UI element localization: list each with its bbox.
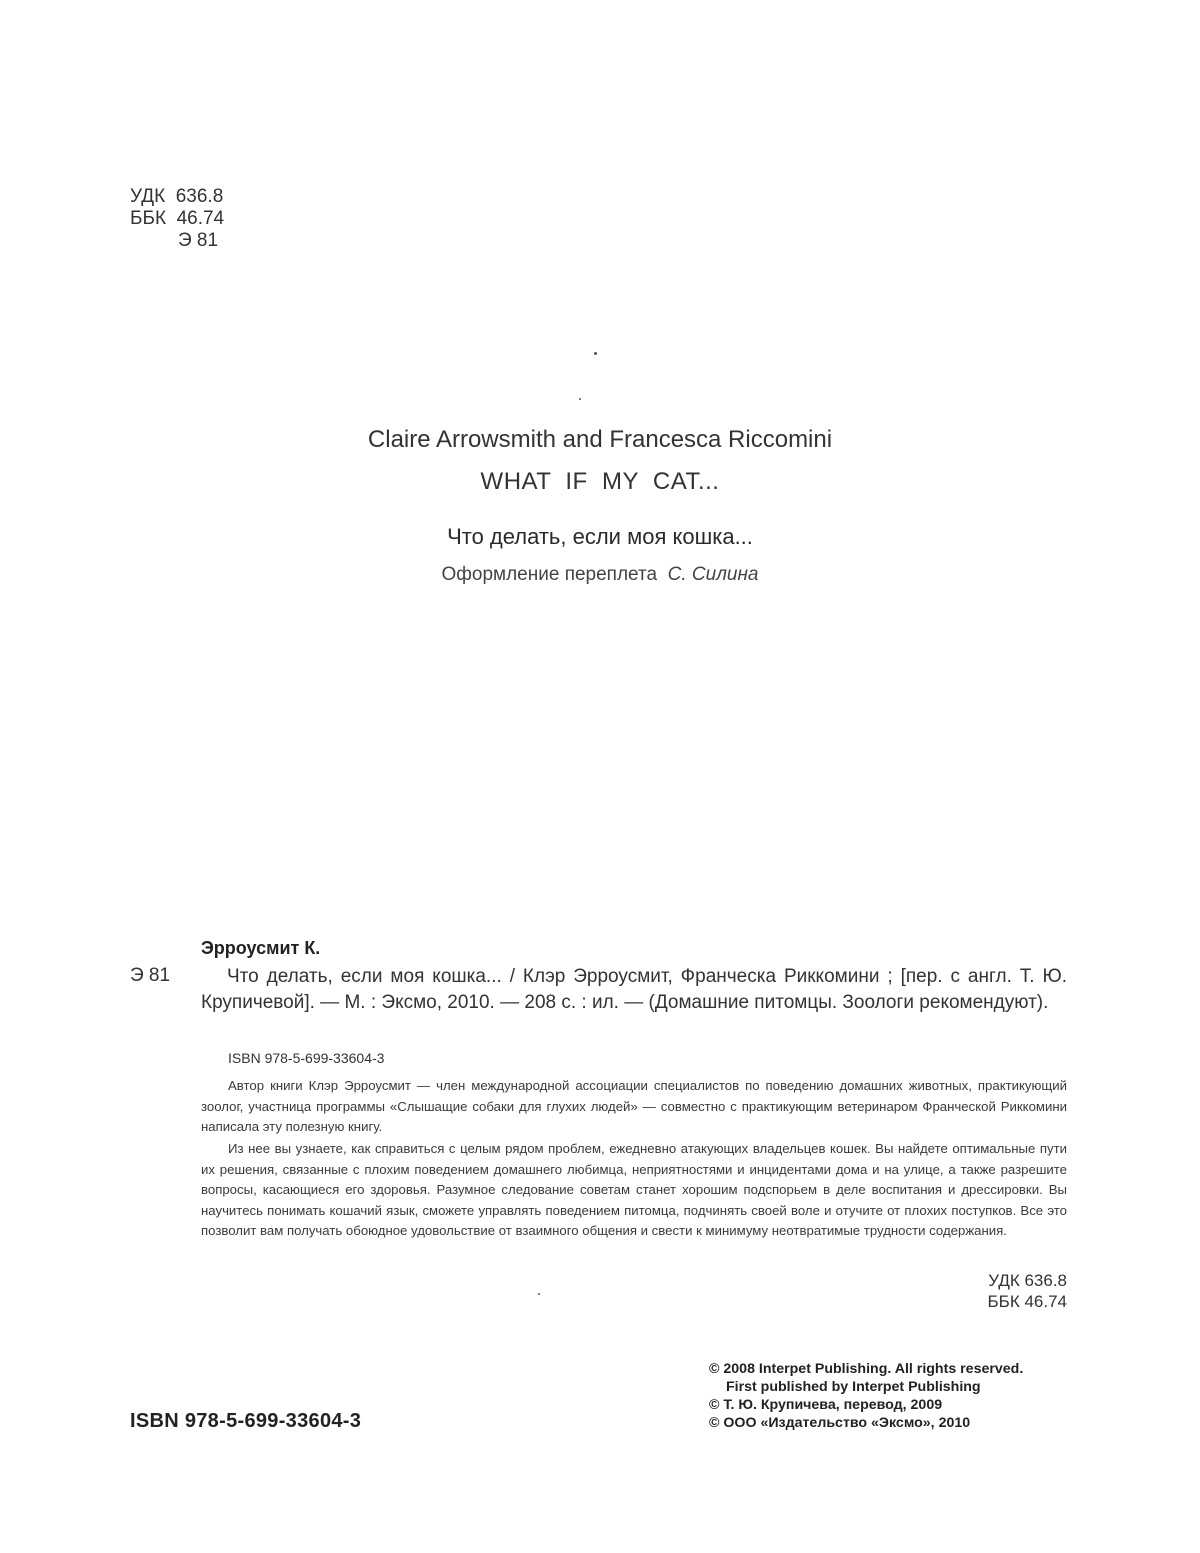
- authors-en: Claire Arrowsmith and Francesca Riccomini: [367, 426, 833, 453]
- annotation-paragraph-2: Из нее вы узнаете, как справиться с целым рядом проблем, ежедневно атакующих владельцев кошек. Вы найдете оптимальные пути их решения, связанные с плохим поведением домашнего любимца, неприятностями и инцидентами дома и на улице, а также разрешите вопросы, касающиеся его здоровья. Разумное следование советам станет хорошим подспорьем в деле воспитания и дрессировки. Вы научитесь понимать кошачий язык, сможете управлять поведением питомца, подчинять своей воле и отучите от плохих поступков. Все это позволит вам получать обоюдное удовольствие от взаимного общения и свести к минимуму неотвратимые трудности содержания.: [201, 1141, 1067, 1238]
- author-sign: Э 81: [178, 230, 219, 251]
- isbn-large: ISBN 978-5-699-33604-3: [130, 1410, 362, 1432]
- bib-author-sign: Э 81: [130, 965, 171, 986]
- copyright-line: First published by Interpet Publishing: [726, 1379, 981, 1395]
- annotation-paragraph-1: Автор книги Клэр Эрроусмит — член международной ассоциации специалистов по поведению домашних животных, практикующий зоолог, участница программы «Слышащие собаки для глухих людей» — совместно с практикующим ветеринаром Франческой Риккомини написала эту полезную книгу.: [201, 1078, 1067, 1134]
- bbk-code-bottom: ББК 46.74: [987, 1292, 1067, 1311]
- udk-code: УДК 636.8: [130, 186, 224, 207]
- cover-design-label: Оформление переплета: [441, 564, 658, 585]
- bib-author-heading: Эрроусмит К.: [201, 938, 321, 958]
- copyright-line: © Т. Ю. Крупичева, перевод, 2009: [709, 1397, 943, 1413]
- cover-designer: С. Силина: [667, 564, 759, 585]
- copyright-line: © ООО «Издательство «Эксмо», 2010: [709, 1415, 971, 1431]
- udk-code-bottom: УДК 636.8: [988, 1271, 1067, 1290]
- copyright-block: [709, 1360, 1023, 1432]
- bbk-code: ББК 46.74: [130, 208, 225, 229]
- cover-design-credit: [0, 564, 1200, 586]
- print-speck: [579, 398, 581, 400]
- title-ru: Что делать, если моя кошка...: [447, 524, 753, 549]
- title-en: WHAT IF MY CAT...: [480, 468, 720, 495]
- print-speck: [594, 352, 597, 355]
- classification-codes-top: [130, 186, 224, 252]
- copyright-line: © 2008 Interpet Publishing. All rights reserved.: [709, 1361, 1024, 1377]
- bib-isbn: ISBN 978-5-699-33604-3: [228, 1050, 385, 1066]
- bib-entry: Что делать, если моя кошка... / Клэр Эрроусмит, Франческа Риккомини ; [пер. с англ. Т. Ю. Крупичевой]. — М. : Эксмо, 2010. — 208 с. : ил. — (Домашние питомцы. Зоологи рекомендуют).: [201, 966, 1067, 1013]
- print-speck: [538, 1293, 540, 1295]
- classification-codes-bottom: [900, 1270, 1067, 1312]
